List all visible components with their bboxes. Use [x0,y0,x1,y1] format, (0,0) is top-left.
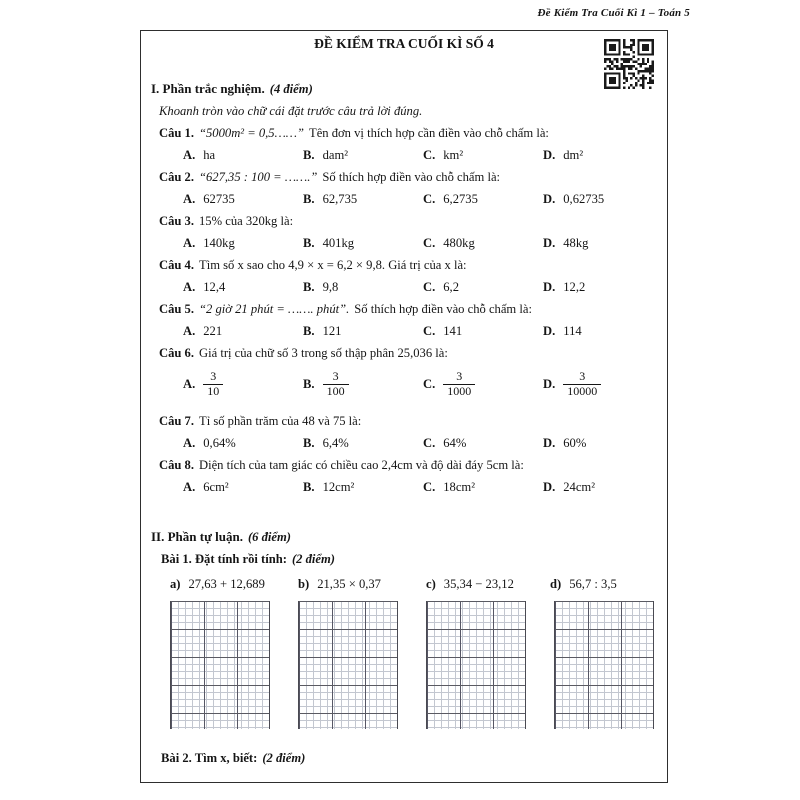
page-title: ĐỀ KIỂM TRA CUỐI KÌ SỐ 4 [314,36,494,51]
fraction: $\frac{3}{10}$ [203,370,223,399]
option-a: A. 12,4 [183,279,226,294]
option-c: C. 6,2 [423,279,459,294]
option-d: D. 60% [543,435,587,450]
question-6-label: Câu 6. [159,345,194,360]
section2-heading [141,526,667,548]
question-1 [141,122,667,144]
option-b: B. dam² [303,147,349,162]
working-grids [141,601,667,729]
question-2-label: Câu 2. [159,169,194,184]
question-3-options [141,232,667,254]
question-6 [141,342,667,364]
option-b: B. 6,4% [303,435,349,450]
fraction: $\frac{3}{10000}$ [563,370,601,399]
question-5-label: Câu 5. [159,301,194,316]
grid-paper-c [426,601,526,729]
question-5-quote: “2 giờ 21 phút = ……. phút”. [199,301,350,316]
question-7-text: Tỉ số phần trăm của 48 và 75 là: [199,413,362,428]
question-3-text: 15% của 320kg là: [199,213,294,228]
option-d: D. $\frac{3}{10000}$ [543,370,669,399]
qr-code-icon [604,39,654,89]
section2-heading-text: II. Phần tự luận. [151,529,243,544]
bai2-points: (2 điểm) [262,750,306,765]
question-4-label: Câu 4. [159,257,194,272]
operation-c: c) 35,34 − 23,12 [426,576,514,591]
operation-d: d) 56,7 : 3,5 [550,576,617,591]
exam-sheet [140,30,668,783]
option-d: D. dm² [543,147,584,162]
option-d: D. 0,62735 [543,191,605,206]
option-b: B. $\frac{3}{100}$ [303,370,423,399]
option-b: B. 9,8 [303,279,339,294]
section2-points: (6 điểm) [247,529,291,544]
running-header: Đề Kiểm Tra Cuối Kì 1 – Toán 5 [537,7,690,19]
option-c: C. 141 [423,323,463,338]
option-d: D. 24cm² [543,479,596,494]
question-5-text: Số thích hợp điền vào chỗ chấm là: [354,301,532,316]
question-2-text: Số thích hợp điền vào chỗ chấm là: [322,169,501,184]
question-1-quote: “5000m² = 0,5……” [199,125,304,140]
option-c: C. 480kg [423,235,475,250]
fraction: $\frac{3}{1000}$ [443,370,475,399]
bai2-heading [141,747,667,769]
question-2-quote: “627,35 : 100 = …….” [199,169,318,184]
bai1-heading [141,548,667,570]
section1-heading-text: I. Phần trắc nghiệm. [151,81,265,96]
question-8-options [141,476,667,498]
question-7-label: Câu 7. [159,413,194,428]
question-7 [141,410,667,432]
option-d: D. 48kg [543,235,589,250]
question-6-options [141,364,667,404]
option-b: B. 121 [303,323,342,338]
question-5 [141,298,667,320]
option-b: B. 401kg [303,235,355,250]
option-a: A. 6cm² [183,479,229,494]
option-a: A. $\frac{3}{10}$ [183,370,303,399]
bai2-label: Bài 2. Tìm x, biết: [161,750,258,765]
section1-instruction: Khoanh tròn vào chữ cái đặt trước câu trả lời đúng. [159,103,423,118]
option-a: A. ha [183,147,216,162]
grid-paper-b [298,601,398,729]
bai1-points: (2 điểm) [291,551,335,566]
question-4-text: Tìm số x sao cho 4,9 × x = 6,2 × 9,8. Giá trị của x là: [199,257,467,272]
bai1-operations [141,573,667,595]
option-c: C. 64% [423,435,467,450]
option-b: B. 62,735 [303,191,358,206]
question-2-options [141,188,667,210]
question-2 [141,166,667,188]
question-8-text: Diện tích của tam giác có chiều cao 2,4cm và độ dài đáy 5cm là: [199,457,524,472]
question-8-label: Câu 8. [159,457,194,472]
question-4-options [141,276,667,298]
question-3-label: Câu 3. [159,213,194,228]
question-1-text: Tên đơn vị thích hợp cần điền vào chỗ chấm là: [309,125,549,140]
option-c: C. $\frac{3}{1000}$ [423,370,543,399]
question-3 [141,210,667,232]
question-5-options [141,320,667,342]
option-a: A. 0,64% [183,435,236,450]
option-c: C. km² [423,147,464,162]
option-d: D. 12,2 [543,279,586,294]
bai1-label: Bài 1. Đặt tính rồi tính: [161,551,287,566]
option-d: D. 114 [543,323,582,338]
section1-points: (4 điểm) [269,81,313,96]
question-1-options [141,144,667,166]
option-c: C. 18cm² [423,479,476,494]
question-1-label: Câu 1. [159,125,194,140]
section1-heading [141,78,667,100]
option-c: C. 6,2735 [423,191,478,206]
fraction: $\frac{3}{100}$ [323,370,349,399]
question-7-options [141,432,667,454]
operation-b: b) 21,35 × 0,37 [298,576,381,591]
question-8 [141,454,667,476]
option-a: A. 221 [183,323,223,338]
option-a: A. 140kg [183,235,235,250]
grid-paper-d [554,601,654,729]
question-6-text: Giá trị của chữ số 3 trong số thập phân 25,036 là: [199,345,448,360]
question-4 [141,254,667,276]
grid-paper-a [170,601,270,729]
operation-a: a) 27,63 + 12,689 [170,576,265,591]
option-b: B. 12cm² [303,479,355,494]
option-a: A. 62735 [183,191,235,206]
